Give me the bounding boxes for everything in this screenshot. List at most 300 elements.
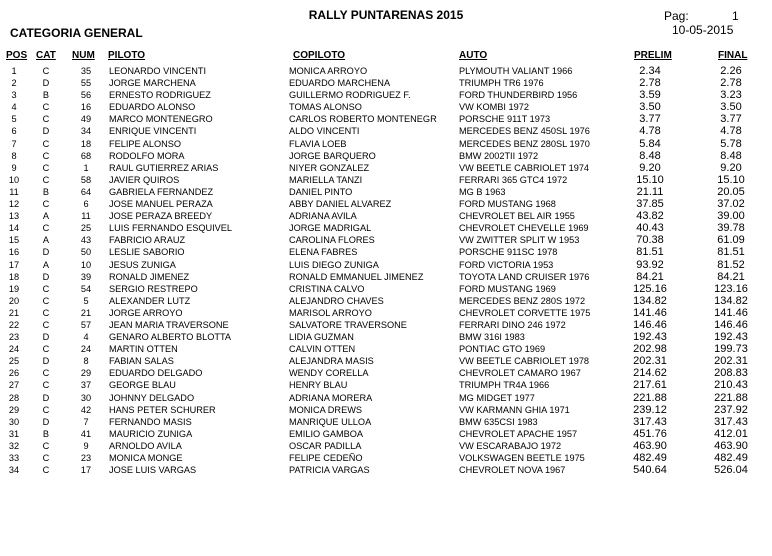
table-row xyxy=(0,77,772,89)
cell-final: 208.83 xyxy=(714,367,748,380)
cell-auto: TRIUMPH TR4A 1966 xyxy=(459,380,550,391)
cell-copiloto: ADRIANA MORERA xyxy=(289,392,373,403)
cell-cat: C xyxy=(42,199,50,210)
cell-final: 84.21 xyxy=(717,270,745,283)
cell-final: 39.78 xyxy=(717,222,745,235)
cell-pos: 24 xyxy=(8,344,20,355)
table-row xyxy=(0,319,772,331)
cell-prelim: 141.46 xyxy=(633,306,667,319)
cell-piloto: RONALD JIMENEZ xyxy=(109,271,190,282)
cell-pos: 1 xyxy=(11,66,17,76)
page-label: Pag: xyxy=(664,9,689,23)
cell-num: 58 xyxy=(80,174,92,185)
cell-cat: C xyxy=(42,150,50,161)
cell-final: 134.82 xyxy=(714,294,748,307)
cell-auto: MG MIDGET 1977 xyxy=(459,392,535,403)
cell-final: 146.46 xyxy=(714,318,748,331)
cell-auto: BMW 316I 1983 xyxy=(459,332,525,343)
cell-pos: 27 xyxy=(8,380,20,391)
cell-auto: MERCEDES BENZ 280SL 1970 xyxy=(459,138,590,149)
table-row xyxy=(0,283,772,295)
cell-auto: PLYMOUTH VALIANT 1966 xyxy=(459,66,573,76)
cell-final: 3.23 xyxy=(720,89,742,102)
cell-final: 8.48 xyxy=(720,149,742,162)
cell-auto: VW ESCARABAJO 1972 xyxy=(459,440,562,451)
cell-final: 37.02 xyxy=(717,198,745,211)
cell-cat: C xyxy=(42,66,50,76)
cell-copiloto: MARISOL ARROYO xyxy=(289,307,372,318)
table-row xyxy=(0,174,772,186)
cell-auto: CHEVROLET NOVA 1967 xyxy=(459,465,566,476)
cell-auto: CHEVROLET CORVETTE 1975 xyxy=(459,307,591,318)
cell-cat: C xyxy=(42,174,50,185)
cell-prelim: 2.78 xyxy=(639,77,661,90)
table-row xyxy=(0,464,772,476)
cell-num: 18 xyxy=(80,138,92,149)
cell-num: 10 xyxy=(80,259,92,270)
cell-final: 237.92 xyxy=(714,403,748,416)
cell-cat: D xyxy=(42,78,50,89)
cell-piloto: LEONARDO VINCENTI xyxy=(109,66,206,76)
cell-pos: 21 xyxy=(8,307,20,318)
cell-auto: PONTIAC GTO 1969 xyxy=(459,344,546,355)
cell-prelim: 81.51 xyxy=(636,246,664,259)
cell-final: 2.26 xyxy=(720,65,742,77)
table-row xyxy=(0,150,772,162)
cell-piloto: FABIAN SALAS xyxy=(109,356,174,367)
cell-copiloto: JORGE BARQUERO xyxy=(289,150,376,161)
cell-num: 41 xyxy=(80,428,92,439)
cell-piloto: MARCO MONTENEGRO xyxy=(109,114,213,125)
cell-num: 56 xyxy=(80,90,92,101)
cell-auto: VW ZWITTER SPLIT W 1953 xyxy=(459,235,580,246)
cell-copiloto: EMILIO GAMBOA xyxy=(289,428,364,439)
table-row xyxy=(0,89,772,101)
cell-copiloto: MANRIQUE ULLOA xyxy=(289,416,372,427)
cell-piloto: ALEXANDER LUTZ xyxy=(109,295,191,306)
header-pos: POS xyxy=(6,50,28,61)
cell-num: 8 xyxy=(83,356,89,367)
cell-prelim: 202.98 xyxy=(633,343,667,356)
cell-piloto: RAUL GUTIERREZ ARIAS xyxy=(109,162,219,173)
table-row xyxy=(0,343,772,355)
cell-cat: B xyxy=(42,186,50,197)
cell-cat: D xyxy=(42,416,50,427)
cell-piloto: FELIPE ALONSO xyxy=(109,138,181,149)
cell-auto: TOYOTA LAND CRUISER 1976 xyxy=(459,271,590,282)
cell-copiloto: DANIEL PINTO xyxy=(289,186,353,197)
cell-num: 50 xyxy=(80,247,92,258)
cell-copiloto: PATRICIA VARGAS xyxy=(289,465,370,476)
cell-copiloto: JORGE MADRIGAL xyxy=(289,223,372,234)
cell-final: 412.01 xyxy=(714,427,748,440)
cell-copiloto: MONICA ARROYO xyxy=(289,66,368,76)
cell-piloto: LESLIE SABORIO xyxy=(109,247,185,258)
cell-auto: FERRARI 365 GTC4 1972 xyxy=(459,174,568,185)
cell-prelim: 37.85 xyxy=(636,198,664,211)
header-auto: AUTO xyxy=(459,50,488,61)
cell-pos: 6 xyxy=(11,126,17,137)
table-header xyxy=(0,50,772,62)
cell-pos: 25 xyxy=(8,356,20,367)
cell-copiloto: FELIPE CEDEÑO xyxy=(289,453,363,463)
cell-auto: FORD VICTORIA 1953 xyxy=(459,259,554,270)
cell-cat: C xyxy=(42,465,50,476)
cell-copiloto: LIDIA GUZMAN xyxy=(289,332,354,343)
cell-copiloto: MONICA DREWS xyxy=(289,404,362,415)
cell-copiloto: LUIS DIEGO ZUNIGA xyxy=(289,259,379,270)
header-prelim: PRELIM xyxy=(634,50,672,61)
cell-prelim: 202.31 xyxy=(633,355,667,368)
cell-pos: 3 xyxy=(11,90,17,101)
cell-prelim: 451.76 xyxy=(633,427,667,440)
cell-num: 25 xyxy=(80,223,92,234)
cell-pos: 23 xyxy=(8,332,20,343)
cell-num: 37 xyxy=(80,380,92,391)
cell-final: 20.05 xyxy=(717,185,745,198)
table-row xyxy=(0,392,772,404)
cell-num: 23 xyxy=(80,453,92,463)
cell-final: 221.88 xyxy=(714,391,748,404)
cell-prelim: 317.43 xyxy=(633,415,667,428)
cell-cat: C xyxy=(42,283,50,294)
cell-piloto: LUIS FERNANDO ESQUIVEL xyxy=(109,223,233,234)
cell-final: 482.49 xyxy=(714,452,748,464)
cell-auto: VW BEETLE CABRIOLET 1978 xyxy=(459,356,590,367)
cell-prelim: 93.92 xyxy=(636,258,664,271)
cell-piloto: JOSE LUIS VARGAS xyxy=(109,465,197,476)
cell-num: 57 xyxy=(80,319,92,330)
cell-num: 29 xyxy=(80,368,92,379)
cell-cat: B xyxy=(42,90,50,101)
cell-auto: BMW 2002TII 1972 xyxy=(459,150,539,161)
cell-pos: 34 xyxy=(8,465,20,476)
cell-num: 16 xyxy=(80,102,92,113)
table-row xyxy=(0,355,772,367)
cell-pos: 10 xyxy=(8,174,20,185)
cell-num: 68 xyxy=(80,150,92,161)
cell-pos: 33 xyxy=(8,453,20,463)
cell-num: 6 xyxy=(83,199,89,210)
cell-final: 3.50 xyxy=(720,101,742,114)
table-row xyxy=(0,259,772,271)
cell-prelim: 146.46 xyxy=(633,318,667,331)
cell-piloto: FERNANDO MASIS xyxy=(109,416,192,427)
cell-piloto: JORGE ARROYO xyxy=(109,307,183,318)
table-row xyxy=(0,222,772,234)
cell-copiloto: ABBY DANIEL ALVAREZ xyxy=(289,199,392,210)
cell-copiloto: ADRIANA AVILA xyxy=(289,211,357,222)
cell-pos: 17 xyxy=(8,259,20,270)
cell-piloto: JORGE MARCHENA xyxy=(109,78,196,89)
cell-num: 17 xyxy=(80,465,92,476)
cell-pos: 14 xyxy=(8,223,20,234)
cell-piloto: EDUARDO DELGADO xyxy=(109,368,203,379)
cell-piloto: HANS PETER SCHURER xyxy=(109,404,216,415)
cell-pos: 15 xyxy=(8,235,20,246)
table-row xyxy=(0,198,772,210)
cell-pos: 29 xyxy=(8,404,20,415)
header-copiloto: COPILOTO xyxy=(293,50,346,61)
cell-prelim: 8.48 xyxy=(639,149,661,162)
cell-piloto: JEAN MARIA TRAVERSONE xyxy=(109,319,229,330)
cell-prelim: 192.43 xyxy=(633,331,667,344)
cell-pos: 13 xyxy=(8,211,20,222)
cell-pos: 12 xyxy=(8,199,20,210)
table-row xyxy=(0,138,772,150)
cell-prelim: 40.43 xyxy=(636,222,664,235)
cell-cat: A xyxy=(42,259,50,270)
cell-cat: D xyxy=(42,126,50,137)
table-row xyxy=(0,210,772,222)
cell-auto: PORSCHE 911T 1973 xyxy=(459,114,551,125)
cell-prelim: 463.90 xyxy=(633,439,667,452)
cell-final: 39.00 xyxy=(717,210,745,223)
cell-cat: A xyxy=(42,211,50,222)
cell-pos: 7 xyxy=(11,138,17,149)
table-row xyxy=(0,331,772,343)
cell-prelim: 5.84 xyxy=(639,137,661,150)
cell-piloto: JOSE MANUEL PERAZA xyxy=(109,199,213,210)
cell-prelim: 221.88 xyxy=(633,391,667,404)
cell-cat: D xyxy=(42,332,50,343)
cell-auto: VW BEETLE CABRIOLET 1974 xyxy=(459,162,590,173)
cell-auto: CHEVROLET APACHE 1957 xyxy=(459,428,578,439)
cell-num: 49 xyxy=(80,114,92,125)
cell-copiloto: HENRY BLAU xyxy=(289,380,348,391)
table-row xyxy=(0,234,772,246)
cell-piloto: JAVIER QUIROS xyxy=(109,174,180,185)
cell-final: 5.78 xyxy=(720,137,742,150)
cell-final: 141.46 xyxy=(714,306,748,319)
cell-num: 21 xyxy=(80,307,92,318)
table-row xyxy=(0,246,772,258)
cell-pos: 19 xyxy=(8,283,20,294)
cell-prelim: 3.59 xyxy=(639,89,661,102)
table-row xyxy=(0,416,772,428)
cell-final: 9.20 xyxy=(720,161,742,174)
header-num: NUM xyxy=(72,50,95,61)
table-row xyxy=(0,440,772,452)
cell-cat: C xyxy=(42,102,50,113)
cell-copiloto: TOMAS ALONSO xyxy=(289,102,362,113)
cell-num: 30 xyxy=(80,392,92,403)
cell-num: 5 xyxy=(83,295,89,306)
cell-num: 55 xyxy=(80,78,92,89)
cell-copiloto: OSCAR PADILLA xyxy=(289,440,362,451)
cell-cat: C xyxy=(42,440,50,451)
cell-pos: 26 xyxy=(8,368,20,379)
cell-piloto: FABRICIO ARAUZ xyxy=(109,235,186,246)
cell-cat: C xyxy=(42,319,50,330)
header-final: FINAL xyxy=(718,50,748,61)
table-row xyxy=(0,379,772,391)
cell-pos: 32 xyxy=(8,440,20,451)
cell-cat: D xyxy=(42,271,50,282)
cell-num: 4 xyxy=(83,332,89,343)
cell-prelim: 21.11 xyxy=(636,185,664,198)
cell-final: 15.10 xyxy=(717,173,745,186)
cell-num: 34 xyxy=(80,126,92,137)
cell-cat: A xyxy=(42,235,50,246)
cell-pos: 20 xyxy=(8,295,20,306)
cell-cat: C xyxy=(42,307,50,318)
cell-pos: 5 xyxy=(11,114,17,125)
cell-pos: 16 xyxy=(8,247,20,258)
cell-pos: 8 xyxy=(11,150,17,161)
cell-piloto: JESUS ZUNIGA xyxy=(109,259,176,270)
cell-pos: 4 xyxy=(11,102,17,113)
cell-prelim: 125.16 xyxy=(633,282,667,295)
cell-cat: D xyxy=(42,392,50,403)
cell-auto: MERCEDES BENZ 450SL 1976 xyxy=(459,126,590,137)
cell-auto: FORD MUSTANG 1968 xyxy=(459,199,556,210)
table-row xyxy=(0,125,772,137)
cell-num: 24 xyxy=(80,344,92,355)
cell-num: 39 xyxy=(80,271,92,282)
cell-cat: C xyxy=(42,138,50,149)
cell-auto: PORSCHE 911SC 1978 xyxy=(459,247,558,258)
cell-copiloto: ALEJANDRO CHAVES xyxy=(289,295,384,306)
cell-copiloto: WENDY CORELLA xyxy=(289,368,369,379)
cell-piloto: GABRIELA FERNANDEZ xyxy=(109,186,214,197)
cell-prelim: 214.62 xyxy=(633,367,667,380)
cell-pos: 28 xyxy=(8,392,20,403)
cell-piloto: SERGIO RESTREPO xyxy=(109,283,198,294)
cell-final: 210.43 xyxy=(714,379,748,392)
cell-copiloto: SALVATORE TRAVERSONE xyxy=(289,319,407,330)
cell-num: 7 xyxy=(83,416,89,427)
cell-num: 1 xyxy=(83,162,89,173)
cell-piloto: MONICA MONGE xyxy=(109,453,183,463)
cell-prelim: 43.82 xyxy=(636,210,664,223)
table-row xyxy=(0,307,772,319)
cell-prelim: 217.61 xyxy=(633,379,667,392)
cell-auto: MG B 1963 xyxy=(459,186,506,197)
report-title: RALLY PUNTARENAS 2015 xyxy=(308,8,464,22)
table-row xyxy=(0,186,772,198)
cell-prelim: 540.64 xyxy=(633,464,667,477)
cell-final: 4.78 xyxy=(720,125,742,138)
cell-cat: C xyxy=(42,223,50,234)
cell-cat: C xyxy=(42,380,50,391)
cell-piloto: MAURICIO ZUNIGA xyxy=(109,428,193,439)
cell-copiloto: RONALD EMMANUEL JIMENEZ xyxy=(289,271,424,282)
cell-copiloto: ALDO VINCENTI xyxy=(289,126,360,137)
page-number: 1 xyxy=(732,9,739,23)
cell-copiloto: ALEJANDRA MASIS xyxy=(289,356,374,367)
header-piloto: PILOTO xyxy=(108,50,146,61)
cell-auto: VW KOMBI 1972 xyxy=(459,102,529,113)
cell-cat: D xyxy=(42,247,50,258)
cell-final: 463.90 xyxy=(714,439,748,452)
cell-copiloto: CARLOS ROBERTO MONTENEGR xyxy=(289,114,437,125)
cell-auto: CHEVROLET CAMARO 1967 xyxy=(459,368,581,379)
cell-num: 64 xyxy=(80,186,92,197)
cell-cat: C xyxy=(42,114,50,125)
cell-auto: MERCEDES BENZ 280S 1972 xyxy=(459,295,586,306)
cell-final: 202.31 xyxy=(714,355,748,368)
header-cat: CAT xyxy=(36,50,56,61)
cell-piloto: GEORGE BLAU xyxy=(109,380,176,391)
cell-auto: BMW 635CSI 1983 xyxy=(459,416,538,427)
cell-final: 123.16 xyxy=(714,282,748,295)
table-row xyxy=(0,271,772,283)
cell-num: 54 xyxy=(80,283,92,294)
cell-cat: C xyxy=(42,404,50,415)
cell-pos: 18 xyxy=(8,271,20,282)
cell-final: 199.73 xyxy=(714,343,748,356)
cell-final: 81.52 xyxy=(717,258,745,271)
cell-prelim: 15.10 xyxy=(636,173,664,186)
cell-cat: D xyxy=(42,356,50,367)
cell-final: 192.43 xyxy=(714,331,748,344)
cell-auto: FERRARI DINO 246 1972 xyxy=(459,319,566,330)
cell-copiloto: FLAVIA LOEB xyxy=(289,138,347,149)
cell-piloto: GENARO ALBERTO BLOTTA xyxy=(109,332,232,343)
cell-prelim: 4.78 xyxy=(639,125,661,138)
table-row xyxy=(0,101,772,113)
cell-auto: FORD THUNDERBIRD 1956 xyxy=(459,90,578,101)
cell-cat: C xyxy=(42,368,50,379)
cell-num: 11 xyxy=(81,211,91,222)
cell-pos: 30 xyxy=(8,416,20,427)
cell-num: 43 xyxy=(80,235,92,246)
cell-prelim: 3.77 xyxy=(639,113,661,126)
cell-piloto: EDUARDO ALONSO xyxy=(109,102,196,113)
results-table xyxy=(0,65,772,476)
cell-auto: CHEVROLET CHEVELLE 1969 xyxy=(459,223,589,234)
cell-copiloto: CRISTINA CALVO xyxy=(289,283,365,294)
cell-pos: 31 xyxy=(8,428,20,439)
cell-piloto: MARTIN OTTEN xyxy=(109,344,178,355)
cell-final: 526.04 xyxy=(714,464,748,477)
cell-prelim: 84.21 xyxy=(636,270,664,283)
cell-pos: 22 xyxy=(8,319,20,330)
cell-copiloto: MARIELLA TANZI xyxy=(289,174,363,185)
cell-prelim: 3.50 xyxy=(639,101,661,114)
cell-auto: CHEVROLET BEL AIR 1955 xyxy=(459,211,575,222)
cell-cat: C xyxy=(42,295,50,306)
table-row xyxy=(0,367,772,379)
report-date: 10-05-2015 xyxy=(672,23,734,37)
cell-auto: VW KARMANN GHIA 1971 xyxy=(459,404,570,415)
cell-piloto: ERNESTO RODRIGUEZ xyxy=(109,90,211,101)
cell-pos: 2 xyxy=(11,78,17,89)
table-row xyxy=(0,113,772,125)
cell-cat: C xyxy=(42,162,50,173)
cell-prelim: 134.82 xyxy=(633,294,667,307)
cell-auto: FORD MUSTANG 1969 xyxy=(459,283,556,294)
cell-piloto: RODOLFO MORA xyxy=(109,150,185,161)
cell-prelim: 239.12 xyxy=(633,403,667,416)
table-row xyxy=(0,65,772,77)
cell-auto: VOLKSWAGEN BEETLE 1975 xyxy=(459,453,585,463)
cell-prelim: 70.38 xyxy=(636,234,664,247)
cell-prelim: 2.34 xyxy=(639,65,661,77)
cell-prelim: 482.49 xyxy=(633,452,667,464)
cell-piloto: ENRIQUE VINCENTI xyxy=(109,126,197,137)
cell-auto: TRIUMPH TR6 1976 xyxy=(459,78,544,89)
cell-copiloto: GUILLERMO RODRIGUEZ F. xyxy=(289,90,411,101)
category-heading: CATEGORIA GENERAL xyxy=(10,26,143,40)
cell-final: 61.09 xyxy=(717,234,745,247)
cell-piloto: JOSE PERAZA BREEDY xyxy=(109,211,213,222)
cell-cat: C xyxy=(42,344,50,355)
cell-final: 2.78 xyxy=(720,77,742,90)
cell-copiloto: NIYER GONZALEZ xyxy=(289,162,370,173)
cell-num: 35 xyxy=(80,66,92,76)
